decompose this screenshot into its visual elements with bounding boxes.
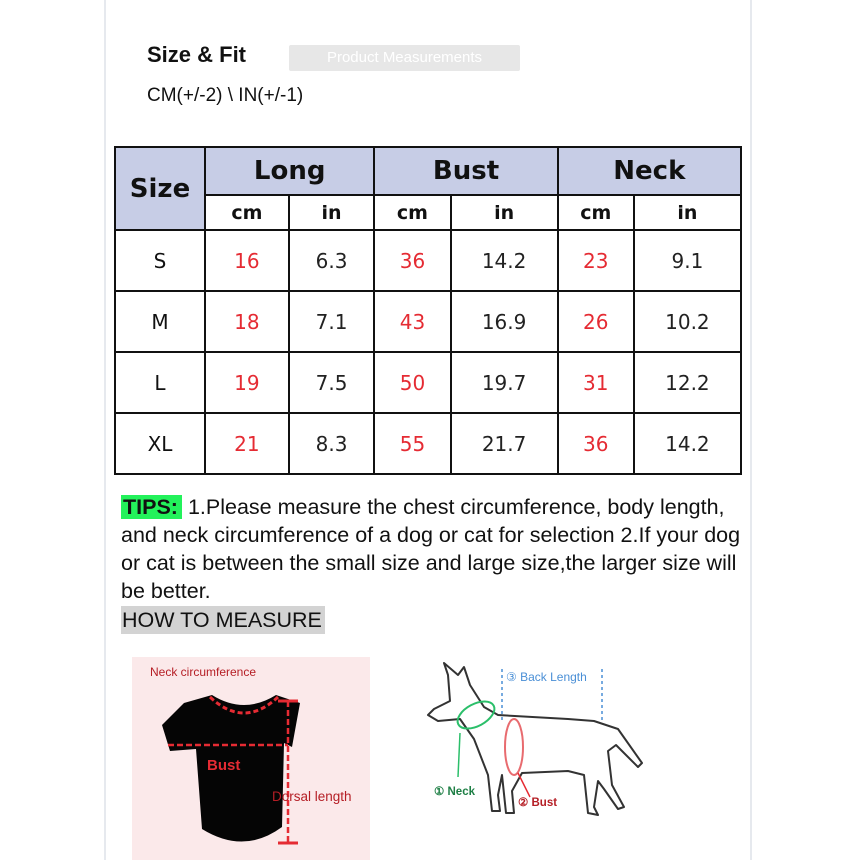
value-cell: 16.9 [451, 291, 558, 352]
value-cell: 18 [205, 291, 289, 352]
value-cell: 16 [205, 230, 289, 291]
dorsal-label: Dorsal length [272, 789, 352, 804]
table-row [115, 291, 741, 352]
table-subheader-row [115, 195, 741, 230]
bust-label: Bust [207, 757, 241, 774]
neck-pointer [458, 733, 460, 777]
shirt-illustration [132, 657, 370, 860]
dog-illustration [418, 655, 658, 860]
tips-paragraph [121, 493, 751, 605]
neck-label: Neck circumference [150, 665, 257, 679]
sub-header-cm: cm [205, 195, 289, 230]
size-cell: M [115, 291, 205, 352]
value-cell: 8.3 [289, 413, 375, 474]
neck-header: Neck [558, 147, 741, 195]
value-cell: 26 [558, 291, 634, 352]
sub-header-in: in [289, 195, 375, 230]
size-table [114, 146, 742, 475]
shirt-measure-diagram [132, 657, 370, 860]
value-cell: 12.2 [634, 352, 741, 413]
value-cell: 7.1 [289, 291, 375, 352]
tips-text: 1.Please measure the chest circumference, body length, and neck circumference of a dog or cat for selection 2.If your dog or cat is between the small size and large size,the larger size will be better. [121, 495, 741, 603]
tips-label: TIPS: [121, 495, 182, 519]
value-cell: 14.2 [451, 230, 558, 291]
value-cell: 6.3 [289, 230, 375, 291]
page-edge-left [104, 0, 106, 860]
value-cell: 19.7 [451, 352, 558, 413]
table-header-row [115, 147, 741, 195]
sub-header-in: in [634, 195, 741, 230]
table-row [115, 352, 741, 413]
page-edge-right [750, 0, 752, 860]
value-cell: 10.2 [634, 291, 741, 352]
value-cell: 14.2 [634, 413, 741, 474]
size-cell: XL [115, 413, 205, 474]
value-cell: 36 [558, 413, 634, 474]
bust-label: ② Bust [518, 797, 558, 809]
dog-measure-diagram [418, 655, 658, 860]
value-cell: 21 [205, 413, 289, 474]
value-cell: 9.1 [634, 230, 741, 291]
value-cell: 50 [374, 352, 450, 413]
sub-header-cm: cm [558, 195, 634, 230]
table-row [115, 230, 741, 291]
size-cell: S [115, 230, 205, 291]
sub-header-in: in [451, 195, 558, 230]
value-cell: 31 [558, 352, 634, 413]
value-cell: 55 [374, 413, 450, 474]
neck-label: ① Neck [434, 786, 475, 798]
value-cell: 36 [374, 230, 450, 291]
value-cell: 21.7 [451, 413, 558, 474]
units-note: CM(+/-2) \ IN(+/-1) [147, 85, 304, 106]
bust-header: Bust [374, 147, 557, 195]
how-to-measure-heading: HOW TO MEASURE [121, 606, 325, 634]
value-cell: 23 [558, 230, 634, 291]
table-row [115, 413, 741, 474]
size-cell: L [115, 352, 205, 413]
long-header: Long [205, 147, 374, 195]
value-cell: 7.5 [289, 352, 375, 413]
value-cell: 19 [205, 352, 289, 413]
size-column-header: Size [115, 147, 205, 230]
section-tag: Product Measurements [289, 45, 520, 71]
value-cell: 43 [374, 291, 450, 352]
sub-header-cm: cm [374, 195, 450, 230]
page-title: Size & Fit [147, 42, 247, 67]
back-length-label: ③ Back Length [506, 670, 587, 684]
bust-pointer [518, 773, 530, 797]
